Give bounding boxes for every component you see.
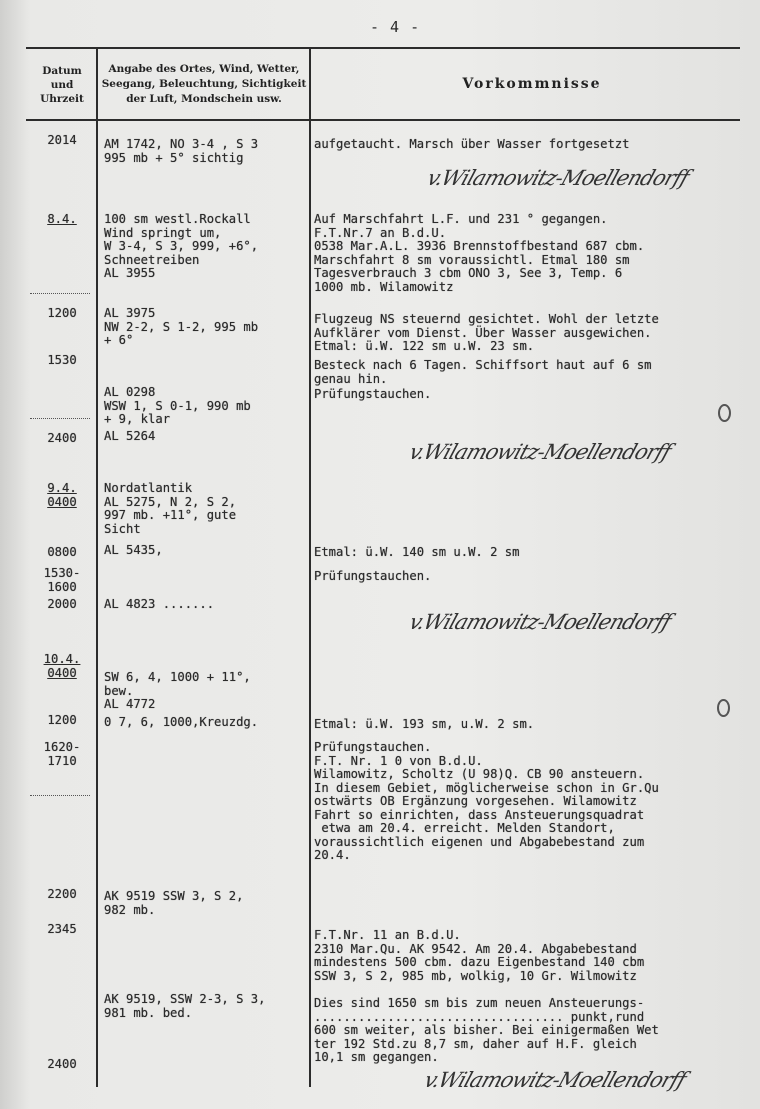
row-location: SW 6, 4, 1000 + 11°, bew. AL 4772 bbox=[104, 670, 251, 711]
row-datetime: 1200 bbox=[47, 713, 77, 727]
row-events: Etmal: ü.W. 193 sm, u.W. 2 sm. bbox=[314, 717, 535, 731]
row-events: Flugzeug NS steuernd gesichtet. Wohl der letzte Aufklärer vom Dienst. Über Wasser ausgewichen. Etmal: ü.W. 122 sm u.W. 23 sm. bbox=[314, 312, 659, 353]
row-location: 100 sm westl.Rockall Wind springt um, W 3-4, S 3, 999, +6°, Schneetreiben AL 3955 bbox=[104, 212, 259, 280]
row-location: AK 9519, SSW 2-3, S 3, 981 mb. bed. bbox=[104, 992, 266, 1020]
row-date: 9.4. 0400 bbox=[47, 481, 77, 509]
row-datetime: 2200 bbox=[47, 887, 77, 901]
row-date: 10.4. 0400 bbox=[43, 652, 81, 680]
column-divider-1 bbox=[96, 47, 98, 1087]
header-date-time: Datum und Uhrzeit bbox=[40, 65, 84, 105]
row-location: AL 0298 WSW 1, S 0-1, 990 mb + 9, klar bbox=[104, 385, 251, 426]
row-datetime: 0800 bbox=[47, 545, 77, 559]
dotted-separator bbox=[30, 795, 90, 796]
signature: v.Wilamowitz-Moellendorff bbox=[406, 440, 674, 464]
row-location: AL 5264 bbox=[104, 429, 156, 443]
row-location: 0 7, 6, 1000,Kreuzdg. bbox=[104, 715, 259, 729]
row-location: AL 4823 ....... bbox=[104, 597, 215, 611]
row-location: AM 1742, NO 3-4 , S 3 995 mb + 5° sichtig bbox=[104, 137, 259, 165]
row-datetime: 2014 bbox=[47, 133, 77, 147]
row-events: Etmal: ü.W. 140 sm u.W. 2 sm bbox=[314, 545, 520, 559]
row-events: Prüfungstauchen. F.T. Nr. 1 0 von B.d.U. Wilamowitz, Scholtz (U 98)Q. CB 90 ansteuern. In diesem Gebiet, möglicherweise schon in Gr.Qu ostwärts OB Ergänzung vorgesehen. Wilamowitz Fahrt so einrichten, dass Ansteuerungsquadrat etwa am 20.4. erreicht. Melden Standort, voraussichtlich eigenen und Abgabebestand zum 20.4. bbox=[314, 740, 659, 862]
header-events: Vorkommnisse bbox=[462, 76, 602, 92]
signature: v.Wilamowitz-Moellendorff bbox=[406, 610, 674, 634]
header-location-weather: Angabe des Ortes, Wind, Wetter, Seegang, Beleuchtung, Sichtigkeit der Luft, Mondschein usw. bbox=[101, 63, 307, 105]
row-datetime: 2400 bbox=[47, 431, 77, 445]
row-datetime: 1530- 1600 bbox=[43, 566, 81, 594]
table-top-rule bbox=[26, 47, 740, 49]
punch-hole bbox=[717, 699, 730, 717]
row-location: Nordatlantik AL 5275, N 2, S 2, 997 mb. +11°, gute Sicht bbox=[104, 481, 237, 536]
signature: v.Wilamowitz-Moellendorff bbox=[421, 1068, 689, 1092]
punch-hole bbox=[718, 404, 731, 422]
page-number: - 4 - bbox=[370, 18, 421, 36]
row-datetime: 1530 bbox=[47, 353, 77, 367]
row-datetime: 2000 bbox=[47, 597, 77, 611]
row-events: Auf Marschfahrt L.F. und 231 ° gegangen. F.T.Nr.7 an B.d.U. 0538 Mar.A.L. 3936 Brennstoffbestand 687 cbm. Marschfahrt 8 sm voraussichtl. Etmal 180 sm Tagesverbrauch 3 cbm ONO 3, See 3, Temp. 6 1000 mb. Wilamowitz bbox=[314, 212, 645, 294]
row-location: AK 9519 SSW 3, S 2, 982 mb. bbox=[104, 889, 244, 917]
row-events: Besteck nach 6 Tagen. Schiffsort haut auf 6 sm genau hin. bbox=[314, 358, 652, 386]
row-events: F.T.Nr. 11 an B.d.U. 2310 Mar.Qu. AK 9542. Am 20.4. Abgabebestand mindestens 500 cbm. dazu Eigenbestand 140 cbm SSW 3, S 2, 985 mb, wolkig, 10 Gr. Wilmowitz bbox=[314, 928, 645, 983]
row-events: Prüfungstauchen. bbox=[314, 569, 432, 583]
row-events: Dies sind 1650 sm bis zum neuen Ansteuerungs- .................................. punkt,rund 600 sm weiter, als bisher. Bei einigermaßen Wet ter 192 Std.zu 8,7 sm, daher auf H.F. gleich 10,1 sm gegangen. bbox=[314, 996, 659, 1064]
row-location: AL 3975 NW 2-2, S 1-2, 995 mb + 6° bbox=[104, 306, 259, 347]
row-datetime: 2400 bbox=[47, 1057, 77, 1071]
header-bottom-rule bbox=[26, 119, 740, 121]
column-divider-2 bbox=[309, 47, 311, 1087]
row-location: AL 5435, bbox=[104, 543, 163, 557]
dotted-separator bbox=[30, 293, 90, 294]
signature: v.Wilamowitz-Moellendorff bbox=[424, 166, 692, 190]
row-datetime: 2345 bbox=[47, 922, 77, 936]
row-datetime: 1620- 1710 bbox=[43, 740, 81, 768]
row-events: Prüfungstauchen. bbox=[314, 387, 432, 401]
dotted-separator bbox=[30, 418, 90, 419]
row-date: 8.4. bbox=[47, 212, 77, 226]
row-events: aufgetaucht. Marsch über Wasser fortgesetzt bbox=[314, 137, 630, 151]
row-datetime: 1200 bbox=[47, 306, 77, 320]
